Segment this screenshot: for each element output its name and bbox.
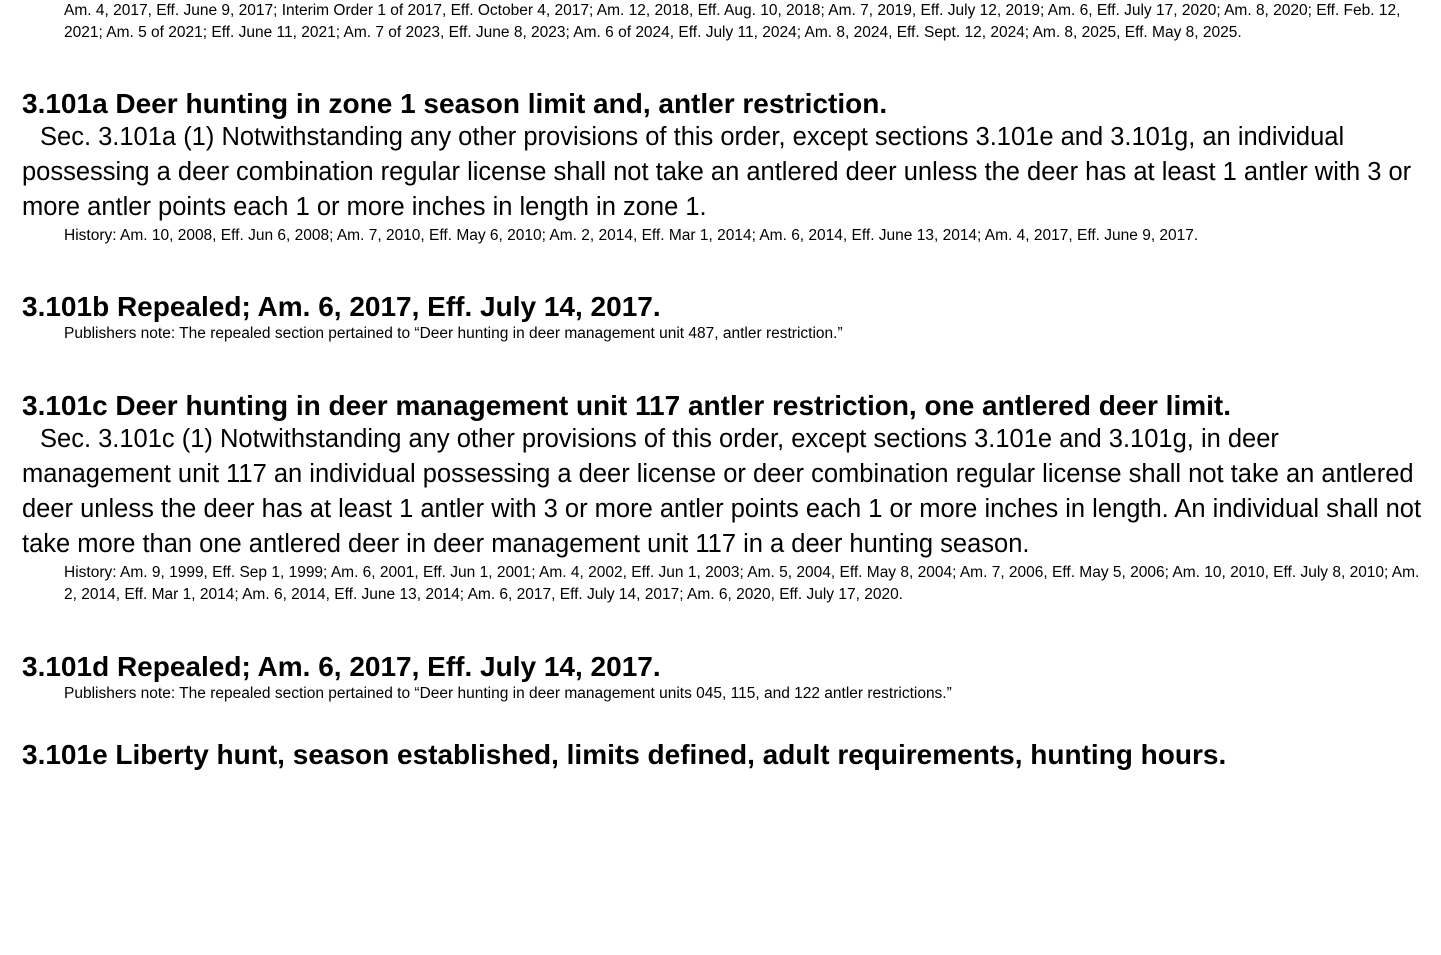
section-heading: 3.101a Deer hunting in zone 1 season limit and, antler restriction. bbox=[22, 88, 888, 119]
section-heading: 3.101e Liberty hunt, season established, limits defined, adult requirements, hunting hours. bbox=[22, 739, 1227, 770]
document-page bbox=[22, 0, 1422, 771]
section-3-101c bbox=[22, 389, 1422, 606]
section-3-101b bbox=[22, 290, 1422, 345]
section-heading: 3.101d Repealed; Am. 6, 2017, Eff. July 14, 2017. bbox=[22, 651, 661, 682]
section-heading: 3.101b Repealed; Am. 6, 2017, Eff. July 14, 2017. bbox=[22, 291, 661, 322]
history-note: History: Am. 9, 1999, Eff. Sep 1, 1999; Am. 6, 2001, Eff. Jun 1, 2001; Am. 4, 2002, Eff. Jun 1, 2003; Am. 5, 2004, Eff. May 8, 2004; Am. 7, 2006, Eff. May 5, 2006; Am. 10, 2010, Eff. July 8, 2010; Am. 2, 2014, Eff. Mar 1, 2014; Am. 6, 2014, Eff. June 13, 2014; Am. 6, 2017, Eff. July 14, 2017; Am. 6, 2020, Eff. July 17, 2020. bbox=[64, 564, 1420, 603]
history-note: History: Am. 10, 2008, Eff. Jun 6, 2008; Am. 7, 2010, Eff. May 6, 2010; Am. 2, 2014, Eff. Mar 1, 2014; Am. 6, 2014, Eff. June 13, 2014; Am. 4, 2017, Eff. June 9, 2017. bbox=[64, 227, 1199, 244]
section-3-101d bbox=[22, 650, 1422, 705]
history-note-previous-section: Am. 4, 2017, Eff. June 9, 2017; Interim Order 1 of 2017, Eff. October 4, 2017; Am. 12, 2018, Eff. Aug. 10, 2018; Am. 7, 2019, Eff. July 12, 2019; Am. 6, Eff. July 17, 2020; Am. 8, 2020; Eff. Feb. 12, 2021; Am. 5 of 2021; Eff. June 11, 2021; Am. 7 of 2023, Eff. June 8, 2023; Am. 6 of 2024, Eff. July 11, 2024; Am. 8, 2024, Eff. Sept. 12, 2024; Am. 8, 2025, Eff. May 8, 2025. bbox=[64, 2, 1401, 41]
section-3-101e bbox=[22, 738, 1422, 771]
section-body: Sec. 3.101c (1) Notwithstanding any other provisions of this order, except sections 3.101e and 3.101g, in deer management unit 117 an individual possessing a deer license or deer combination regular license shall not take an antlered deer unless the deer has at least 1 antler with 3 or more antler points each 1 or more inches in length. An individual shall not take more than one antlered deer in deer management unit 117 in a deer hunting season. bbox=[22, 425, 1422, 558]
publishers-note: Publishers note: The repealed section pertained to “Deer hunting in deer management unit 487, antler restriction.” bbox=[64, 325, 843, 342]
section-3-101a bbox=[22, 87, 1422, 247]
publishers-note: Publishers note: The repealed section pertained to “Deer hunting in deer management units 045, 115, and 122 antler restrictions.” bbox=[64, 685, 952, 702]
section-body: Sec. 3.101a (1) Notwithstanding any other provisions of this order, except sections 3.101e and 3.101g, an individual possessing a deer combination regular license shall not take an antlered deer unless the deer has at least 1 antler with 3 or more antler points each 1 or more inches in length in zone 1. bbox=[22, 123, 1412, 221]
section-heading: 3.101c Deer hunting in deer management unit 117 antler restriction, one antlered deer limit. bbox=[22, 390, 1232, 421]
